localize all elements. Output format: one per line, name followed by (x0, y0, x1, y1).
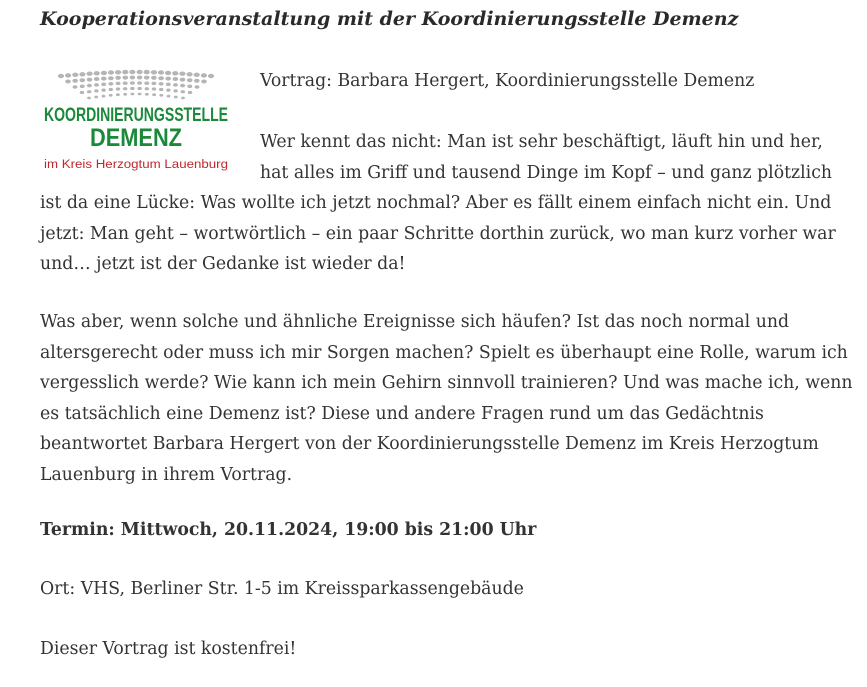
logo-dot (159, 88, 163, 91)
logo-dot (188, 91, 192, 94)
logo-dot (94, 71, 100, 75)
logo-dot (166, 83, 171, 87)
logo-dot (137, 87, 141, 90)
logo-dot (144, 76, 150, 80)
logo-dot (152, 87, 156, 90)
logo-dot (145, 87, 149, 90)
logo-dot (158, 76, 164, 80)
logo-dot (137, 81, 142, 85)
logo-dot (79, 72, 85, 76)
logo-dot (187, 85, 192, 89)
logo-dot (123, 81, 128, 85)
logo-dot (194, 79, 200, 83)
logo-dot (87, 90, 91, 93)
logo-dot (144, 70, 150, 74)
intro-paragraph-wrap (40, 127, 855, 280)
logo-dot (94, 96, 98, 99)
logo-dot (165, 71, 171, 75)
logo-dot (109, 94, 113, 97)
logo-dot (131, 93, 135, 96)
logo-dot (80, 78, 86, 82)
logo-dot (130, 81, 135, 85)
logo-dot (108, 76, 114, 80)
logo-dot (201, 80, 207, 84)
logo-dot (80, 85, 85, 89)
event-date: Termin: Mittwoch, 20.11.2024, 19:00 bis 21:00 Uhr (40, 520, 537, 540)
logo-dot (130, 87, 134, 90)
logo-dot (65, 73, 71, 77)
logo-dot (137, 76, 143, 80)
logo-dot (151, 82, 156, 86)
logo-dot (122, 70, 128, 74)
logo-dot (180, 78, 186, 82)
logo-dot (130, 76, 136, 80)
logo-dot-arc (58, 70, 214, 100)
logo-dot (123, 87, 127, 90)
logo-dot (152, 93, 156, 96)
logo-dot (151, 76, 157, 80)
event-cost: Dieser Vortrag ist kostenfrei! (40, 639, 297, 659)
logo-dot (208, 74, 214, 78)
logo-dot (159, 94, 163, 97)
logo-dot (87, 97, 91, 100)
logo-dot (159, 82, 164, 86)
logo-dot (94, 83, 99, 87)
event-location: Ort: VHS, Berliner Str. 1-5 im Kreissparkassengebäude (40, 579, 524, 599)
logo-dot (151, 70, 157, 74)
logo-dot (195, 85, 200, 89)
logo-dot (173, 77, 179, 81)
logo-dot (129, 70, 135, 74)
logo-dot (187, 72, 193, 76)
logo-dot (102, 95, 106, 98)
logo-dot (181, 90, 185, 93)
logo-dot (65, 80, 71, 84)
logo-dot (101, 71, 107, 75)
logo-dot (138, 93, 142, 96)
logo-dot (180, 84, 185, 88)
logo-dot (173, 83, 178, 87)
logo-dot (101, 83, 106, 87)
logo-dot (166, 89, 170, 92)
logo-dot (87, 72, 93, 76)
logo-dot (137, 70, 143, 74)
logo-dot (165, 77, 171, 81)
logo-dot (144, 81, 149, 85)
logo-dot (72, 79, 78, 83)
logo-dot (115, 70, 121, 74)
logo-line3: im Kreis Herzogtum Lauenburg (44, 157, 229, 171)
logo-dot (181, 97, 185, 100)
logo-dot (187, 78, 193, 82)
speaker-line: Vortrag: Barbara Hergert, Koordinierungsstelle Demenz (260, 71, 755, 91)
logo-dot (158, 70, 164, 74)
logo-dot (116, 82, 121, 86)
logo-dot (101, 89, 105, 92)
paragraph-1: Wer kennt das nicht: Man ist sehr beschäftigt, läuft hin und her, hat alles im Griff und tausend Dinge im Kopf – und ganz plötzlich ist da eine Lücke: Was wollte ich jetzt nochmal? Aber es fällt einem einfach nicht ein. Und jetzt: Man geht – wortwörtlich – ein paar Schritte dorthin zurück, wo man kurz vorher war und… jetzt ist der Gedanke ist wieder da! (40, 132, 836, 274)
logo-dot (87, 78, 93, 82)
logo-dot (73, 85, 78, 89)
logo-dot (108, 82, 113, 86)
logo-dot (116, 93, 120, 96)
paragraph-2-text: Was aber, wenn solche und ähnliche Ereignisse sich häufen? Ist das noch normal und altersgerecht oder muss ich mir Sorgen machen? Spielt es überhaupt eine Rolle, warum ich vergesslich werde? Wie kann ich mein Gehirn sinnvoll trainieren? Und was mache ich, wenn es tatsächlich eine Demenz ist? Diese und andere Fragen rund um das Gedächtnis beantwortet Barbara Hergert von der Koordinierungsstelle Demenz im Kreis Herzogtum Lauenburg in ihrem Vortrag. (40, 312, 853, 485)
logo-dot (123, 93, 127, 96)
logo-line2: DEMENZ (90, 124, 182, 152)
logo-dot (101, 77, 107, 81)
logo-dot (179, 72, 185, 76)
logo-dot (123, 76, 129, 80)
logo-dot (145, 93, 149, 96)
paragraph-2 (40, 307, 855, 490)
logo-dot (94, 89, 98, 92)
logo-dot (172, 71, 178, 75)
logo-dot (109, 88, 113, 91)
logo-dot (80, 91, 84, 94)
logo-dot (94, 77, 100, 81)
logo-dot (87, 84, 92, 88)
logo-dot (108, 70, 114, 74)
logo-dot (173, 89, 177, 92)
logo-dot (116, 87, 120, 90)
logo-dot (201, 73, 207, 77)
logo-dot (167, 95, 171, 98)
article-heading: Kooperationsveranstaltung mit der Koordinierungsstelle Demenz (40, 8, 739, 30)
logo-line1: KOORDINIERUNGSSTELLE (44, 104, 228, 126)
logo-dot (194, 73, 200, 77)
logo-dot (58, 74, 64, 78)
logo-dot (115, 76, 121, 80)
logo-dot (174, 96, 178, 99)
logo-dot (72, 73, 78, 77)
